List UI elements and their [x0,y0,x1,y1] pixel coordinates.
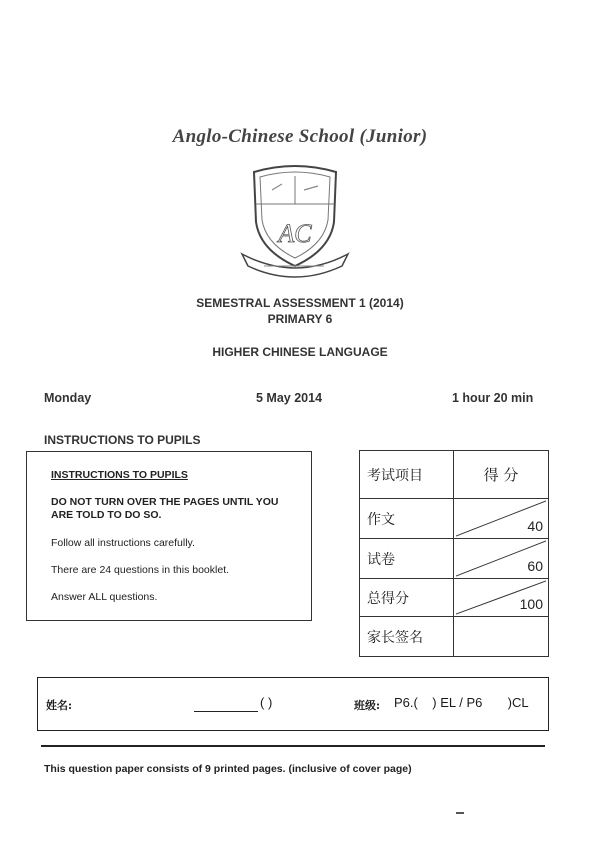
name-label: 姓名: [46,699,73,712]
exam-subject: HIGHER CHINESE LANGUAGE [212,345,388,359]
stray-mark [456,812,464,814]
exam-day: Monday [44,391,92,405]
name-blank [194,711,258,712]
follow-instruction: Follow all instructions carefully. [51,537,195,549]
warning-line-2: ARE TOLD TO DO SO. [51,509,162,521]
school-crest-icon [234,162,356,280]
school-name: Anglo-Chinese School (Junior) [172,126,428,147]
max-score-paper: 60 [527,558,543,574]
instructions-box [26,451,312,621]
row-label-paper: 试卷 [360,539,454,579]
score-cell-composition [454,499,549,539]
svg-text:AC: AC [278,219,312,248]
score-cell-total [454,579,549,617]
header-score: 得 分 [454,451,549,499]
max-score-composition: 40 [527,518,543,534]
header-item: 考试项目 [360,451,454,499]
page-count-note: This question paper consists of 9 printed pages. (inclusive of cover page) [44,763,412,775]
instructions-heading: INSTRUCTIONS TO PUPILS [44,433,201,447]
index-number-field: ( ) [260,695,273,710]
student-info-box [37,677,549,731]
class-label: 班级: [354,699,381,712]
score-table [359,450,549,657]
question-count: There are 24 questions in this booklet. [51,564,230,576]
divider [41,745,545,747]
row-label-total: 总得分 [360,579,454,617]
exam-duration: 1 hour 20 min [452,391,534,405]
score-cell-paper [454,539,549,579]
exam-level: PRIMARY 6 [267,312,333,326]
max-score-total: 100 [519,596,543,612]
warning-line-1: DO NOT TURN OVER THE PAGES UNTIL YOU [51,496,279,508]
row-label-composition: 作文 [360,499,454,539]
instructions-box-title: INSTRUCTIONS TO PUPILS [51,469,188,481]
answer-instruction: Answer ALL questions. [51,591,158,603]
class-field: P6.( ) EL / P6 )CL [394,695,529,710]
exam-date: 5 May 2014 [256,391,323,405]
parent-signature-cell [454,617,549,657]
exam-title: SEMESTRAL ASSESSMENT 1 (2014) [196,296,404,310]
row-label-parent-signature: 家长签名 [360,617,454,657]
